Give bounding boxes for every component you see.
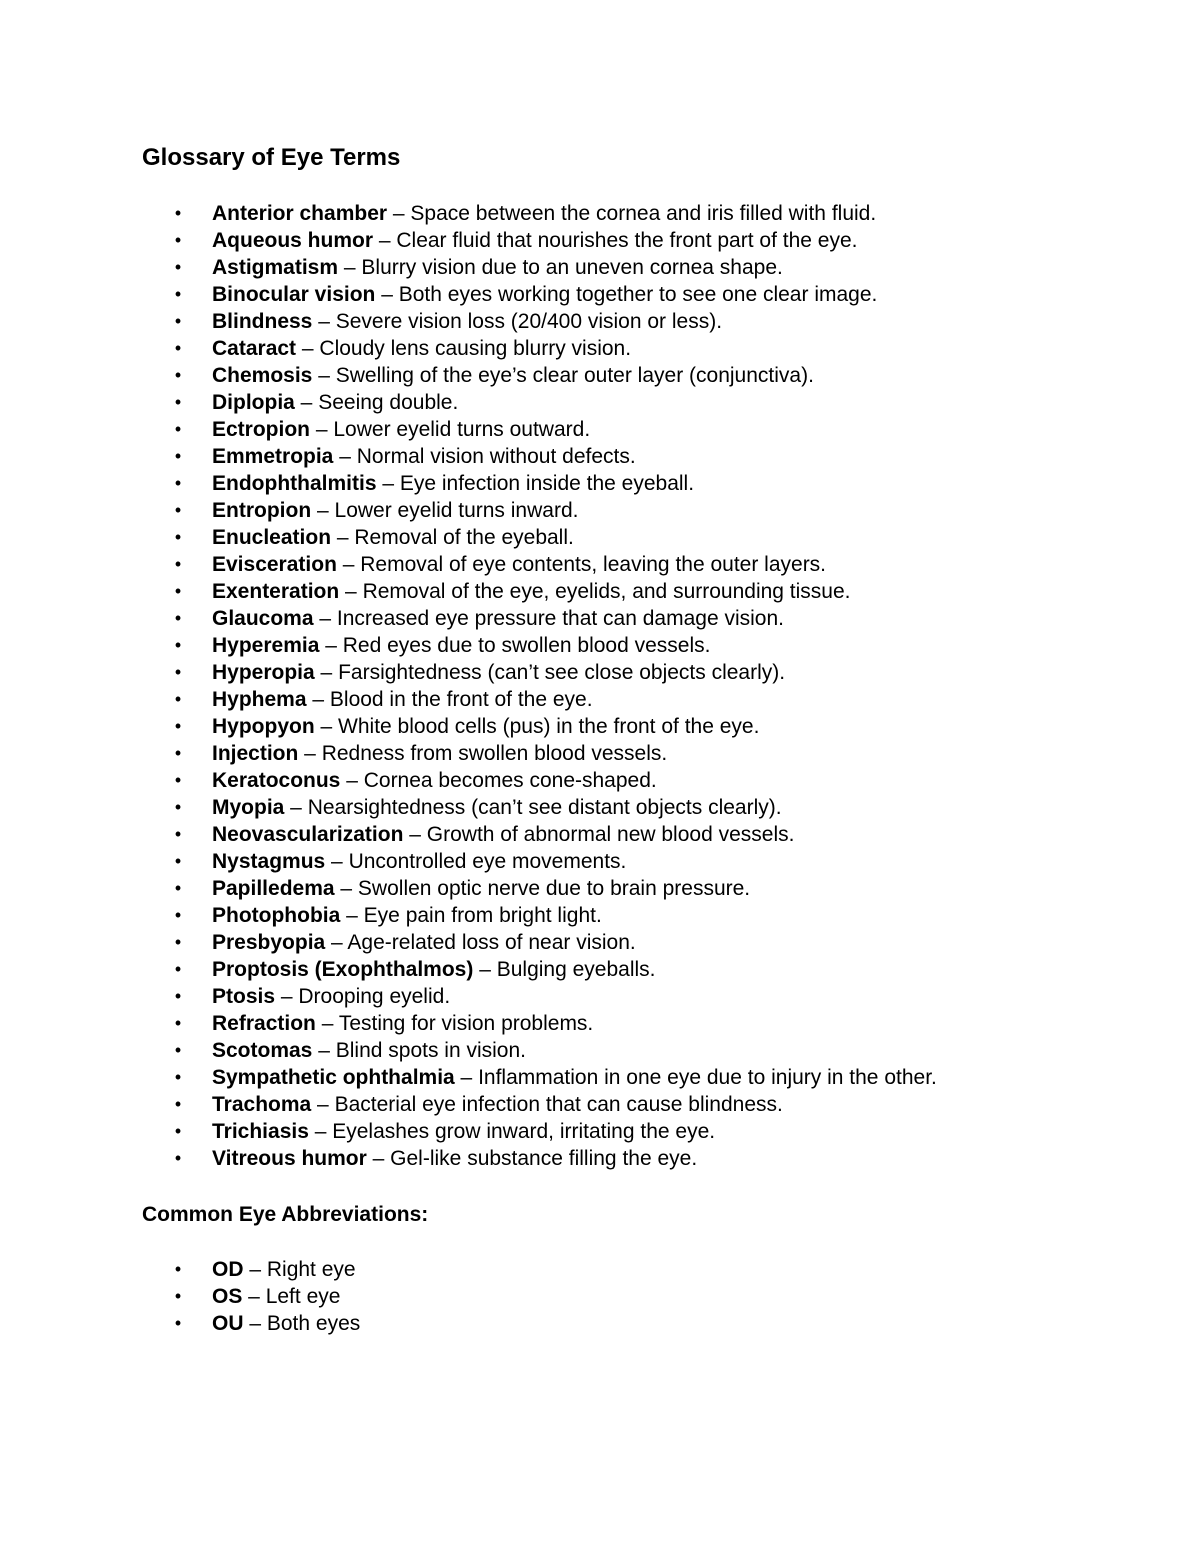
- entry-text: [212, 659, 785, 686]
- term-name: Blindness: [212, 310, 313, 333]
- term-separator: –: [366, 1147, 391, 1170]
- term-separator: –: [333, 445, 357, 468]
- term-name: Neovascularization: [212, 823, 404, 846]
- term-name: Cataract: [212, 337, 297, 360]
- term-definition: Cornea becomes cone-shaped.: [363, 769, 657, 792]
- term-name: Refraction: [212, 1012, 316, 1035]
- term-separator: –: [331, 526, 355, 549]
- term-separator: –: [375, 283, 399, 306]
- term-name: Emmetropia: [212, 445, 334, 468]
- term-definition: Blind spots in vision.: [335, 1039, 526, 1062]
- bullet-icon: •: [174, 1313, 182, 1333]
- term-separator: –: [403, 823, 427, 846]
- term-separator: –: [308, 1120, 333, 1143]
- term-name: Hypopyon: [212, 715, 315, 738]
- bullet-icon: •: [174, 770, 182, 790]
- entry-text: [212, 254, 783, 281]
- term-name: Trichiasis: [212, 1120, 309, 1143]
- term-definition: Removal of eye contents, leaving the outer layers.: [360, 553, 827, 576]
- term-definition: Clear fluid that nourishes the front part of the eye.: [396, 229, 858, 252]
- term-name: Presbyopia: [212, 931, 326, 954]
- term-definition: Increased eye pressure that can damage vision.: [336, 607, 784, 630]
- term-separator: –: [338, 256, 362, 279]
- bullet-icon: •: [174, 608, 182, 628]
- entry-text: [212, 470, 694, 497]
- abbreviations-heading: Common Eye Abbreviations:: [142, 1203, 429, 1226]
- bullet-icon: •: [174, 1259, 182, 1279]
- term-separator: –: [294, 391, 319, 414]
- entry-text: [212, 443, 636, 470]
- term-separator: –: [296, 337, 320, 360]
- term-definition: Normal vision without defects.: [356, 445, 636, 468]
- bullet-icon: •: [174, 419, 182, 439]
- bullet-icon: •: [174, 716, 182, 736]
- term-separator: –: [312, 364, 336, 387]
- term-name: Photophobia: [212, 904, 341, 927]
- bullet-icon: •: [174, 824, 182, 844]
- term-name: Entropion: [212, 499, 312, 522]
- term-definition: Inflammation in one eye due to injury in the other.: [478, 1066, 937, 1089]
- term-definition: Bulging eyeballs.: [496, 958, 656, 981]
- entry-text: [212, 200, 876, 227]
- term-separator: –: [312, 1039, 336, 1062]
- term-definition: Eye pain from bright light.: [363, 904, 602, 927]
- term-definition: Removal of the eye, eyelids, and surrounding tissue.: [362, 580, 851, 603]
- entry-text: [212, 308, 722, 335]
- term-definition: Left eye: [265, 1285, 341, 1308]
- term-name: Trachoma: [212, 1093, 312, 1116]
- term-definition: Farsightedness (can’t see close objects clearly).: [338, 661, 786, 684]
- entry-text: [212, 1256, 356, 1283]
- term-definition: Age-related loss of near vision.: [347, 931, 636, 954]
- entry-text: [212, 578, 851, 605]
- term-definition: Swollen optic nerve due to brain pressure.: [357, 877, 751, 900]
- term-definition: Severe vision loss (20/400 vision or less).: [335, 310, 723, 333]
- term-separator: –: [314, 661, 339, 684]
- term-definition: Seeing double.: [318, 391, 459, 414]
- term-definition: Blood in the front of the eye.: [329, 688, 593, 711]
- bullet-icon: •: [174, 500, 182, 520]
- bullet-icon: •: [174, 365, 182, 385]
- term-separator: –: [387, 202, 411, 225]
- term-name: Vitreous humor: [212, 1147, 367, 1170]
- term-name: Keratoconus: [212, 769, 341, 792]
- term-separator: –: [340, 904, 364, 927]
- entry-text: [212, 227, 857, 254]
- term-separator: –: [473, 958, 497, 981]
- bullet-icon: •: [174, 392, 182, 412]
- term-separator: –: [313, 607, 337, 630]
- entry-text: [212, 1145, 697, 1172]
- term-separator: –: [325, 850, 349, 873]
- term-definition: Lower eyelid turns outward.: [333, 418, 591, 441]
- term-definition: Both eyes: [266, 1312, 361, 1335]
- term-name: Chemosis: [212, 364, 313, 387]
- term-name: OS: [212, 1285, 243, 1308]
- term-name: OD: [212, 1258, 244, 1281]
- bullet-icon: •: [174, 905, 182, 925]
- term-separator: –: [325, 931, 348, 954]
- page-title: Glossary of Eye Terms: [142, 144, 401, 171]
- term-definition: Nearsightedness (can’t see distant objects clearly).: [307, 796, 782, 819]
- bullet-icon: •: [174, 797, 182, 817]
- term-name: Binocular vision: [212, 283, 376, 306]
- entry-text: [212, 686, 593, 713]
- entry-text: [212, 713, 759, 740]
- term-definition: Blurry vision due to an uneven cornea shape.: [361, 256, 783, 279]
- term-name: Astigmatism: [212, 256, 339, 279]
- bullet-icon: •: [174, 311, 182, 331]
- term-name: Diplopia: [212, 391, 295, 414]
- term-name: Hyperopia: [212, 661, 315, 684]
- entry-text: [212, 497, 578, 524]
- bullet-icon: •: [174, 959, 182, 979]
- bullet-icon: •: [174, 743, 182, 763]
- entry-text: [212, 281, 877, 308]
- entry-text: [212, 1091, 783, 1118]
- term-separator: –: [310, 418, 334, 441]
- term-definition: Gel-like substance filling the eye.: [390, 1147, 698, 1170]
- term-separator: –: [311, 1093, 335, 1116]
- entry-text: [212, 416, 590, 443]
- entry-text: [212, 605, 784, 632]
- term-separator: –: [339, 580, 363, 603]
- entry-text: [212, 848, 626, 875]
- term-definition: Uncontrolled eye movements.: [348, 850, 627, 873]
- term-name: Evisceration: [212, 553, 337, 576]
- bullet-icon: •: [174, 1148, 182, 1168]
- term-definition: Testing for vision problems.: [338, 1012, 594, 1035]
- bullet-icon: •: [174, 1067, 182, 1087]
- bullet-icon: •: [174, 284, 182, 304]
- entry-text: [212, 902, 602, 929]
- term-separator: –: [376, 472, 400, 495]
- bullet-icon: •: [174, 257, 182, 277]
- bullet-icon: •: [174, 581, 182, 601]
- term-definition: Drooping eyelid.: [298, 985, 451, 1008]
- entry-text: [212, 524, 574, 551]
- entry-text: [212, 794, 782, 821]
- term-definition: Redness from swollen blood vessels.: [321, 742, 668, 765]
- entry-text: [212, 956, 656, 983]
- bullet-icon: •: [174, 446, 182, 466]
- term-definition: White blood cells (pus) in the front of the eye.: [338, 715, 760, 738]
- term-separator: –: [311, 499, 335, 522]
- entry-text: [212, 362, 814, 389]
- bullet-icon: •: [174, 527, 182, 547]
- term-name: Hyperemia: [212, 634, 320, 657]
- term-definition: Cloudy lens causing blurry vision.: [319, 337, 632, 360]
- term-definition: Eye infection inside the eyeball.: [399, 472, 695, 495]
- entry-text: [212, 1283, 340, 1310]
- bullet-icon: •: [174, 635, 182, 655]
- term-name: Ectropion: [212, 418, 310, 441]
- term-definition: Bacterial eye infection that can cause blindness.: [334, 1093, 783, 1116]
- entry-text: [212, 929, 636, 956]
- term-definition: Lower eyelid turns inward.: [334, 499, 579, 522]
- bullet-icon: •: [174, 338, 182, 358]
- bullet-icon: •: [174, 851, 182, 871]
- term-name: Nystagmus: [212, 850, 326, 873]
- term-definition: Right eye: [266, 1258, 356, 1281]
- term-separator: –: [298, 742, 322, 765]
- term-separator: –: [340, 769, 364, 792]
- entry-text: [212, 632, 710, 659]
- bullet-icon: •: [174, 1040, 182, 1060]
- entry-text: [212, 1037, 526, 1064]
- bullet-icon: •: [174, 203, 182, 223]
- term-separator: –: [284, 796, 308, 819]
- term-name: Scotomas: [212, 1039, 313, 1062]
- bullet-icon: •: [174, 473, 182, 493]
- bullet-icon: •: [174, 878, 182, 898]
- term-name: Enucleation: [212, 526, 332, 549]
- entry-text: [212, 389, 458, 416]
- entry-text: [212, 1310, 360, 1337]
- term-separator: –: [275, 985, 299, 1008]
- bullet-icon: •: [174, 986, 182, 1006]
- entry-text: [212, 875, 750, 902]
- bullet-icon: •: [174, 932, 182, 952]
- term-separator: –: [315, 1012, 339, 1035]
- term-separator: –: [312, 310, 336, 333]
- term-definition: Swelling of the eye’s clear outer layer (conjunctiva).: [335, 364, 814, 387]
- term-definition: Growth of abnormal new blood vessels.: [426, 823, 795, 846]
- entry-text: [212, 1118, 715, 1145]
- bullet-icon: •: [174, 1121, 182, 1141]
- bullet-icon: •: [174, 1013, 182, 1033]
- bullet-icon: •: [174, 230, 182, 250]
- term-separator: –: [334, 877, 358, 900]
- term-name: Anterior chamber: [212, 202, 388, 225]
- term-separator: –: [454, 1066, 479, 1089]
- entry-text: [212, 1064, 937, 1091]
- term-name: Aqueous humor: [212, 229, 373, 252]
- entry-text: [212, 335, 631, 362]
- term-separator: –: [314, 715, 339, 738]
- term-separator: –: [306, 688, 330, 711]
- entry-text: [212, 983, 450, 1010]
- term-name: Ptosis: [212, 985, 276, 1008]
- bullet-icon: •: [174, 662, 182, 682]
- term-definition: Removal of the eyeball.: [354, 526, 574, 549]
- term-name: Hyphema: [212, 688, 307, 711]
- entry-text: [212, 821, 794, 848]
- term-separator: –: [336, 553, 361, 576]
- term-definition: Space between the cornea and iris filled with fluid.: [410, 202, 877, 225]
- term-definition: Both eyes working together to see one clear image.: [398, 283, 878, 306]
- bullet-icon: •: [174, 1286, 182, 1306]
- entry-text: [212, 551, 826, 578]
- term-name: Myopia: [212, 796, 285, 819]
- bullet-icon: •: [174, 1094, 182, 1114]
- term-separator: –: [243, 1258, 267, 1281]
- term-name: Endophthalmitis: [212, 472, 377, 495]
- term-separator: –: [319, 634, 343, 657]
- term-name: Sympathetic ophthalmia: [212, 1066, 455, 1089]
- term-name: OU: [212, 1312, 244, 1335]
- bullet-icon: •: [174, 689, 182, 709]
- entry-text: [212, 1010, 593, 1037]
- term-name: Exenteration: [212, 580, 340, 603]
- entry-text: [212, 740, 667, 767]
- bullet-icon: •: [174, 554, 182, 574]
- term-name: Proptosis (Exophthalmos): [212, 958, 474, 981]
- term-name: Injection: [212, 742, 299, 765]
- term-name: Glaucoma: [212, 607, 314, 630]
- term-separator: –: [243, 1312, 267, 1335]
- term-separator: –: [242, 1285, 266, 1308]
- term-definition: Eyelashes grow inward, irritating the eye.: [332, 1120, 716, 1143]
- entry-text: [212, 767, 657, 794]
- term-definition: Red eyes due to swollen blood vessels.: [342, 634, 711, 657]
- term-separator: –: [373, 229, 397, 252]
- term-name: Papilledema: [212, 877, 335, 900]
